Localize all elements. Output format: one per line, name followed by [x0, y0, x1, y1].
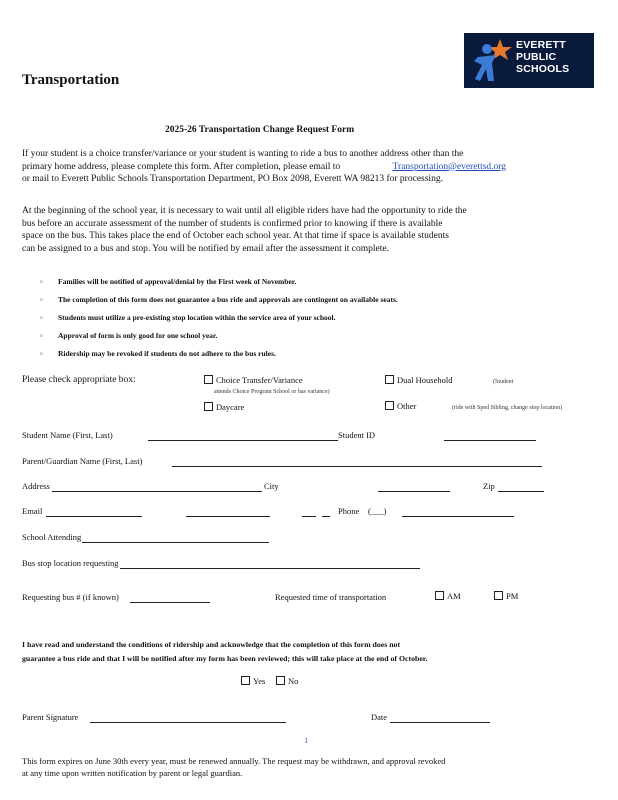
acknowledgement-line-2: guarantee a bus ride and that I will be notified after my form has been reviewed; this will take place at the end of October.: [22, 654, 428, 663]
intro-line: If your student is a choice transfer/variance or your student is wanting to ride a bus to another address other than the: [22, 149, 464, 159]
checkbox-section-label: Please check appropriate box:: [22, 375, 136, 385]
school-label: School Attending: [22, 532, 82, 542]
date-field[interactable]: [390, 722, 490, 723]
everett-public-schools-logo: [464, 33, 594, 88]
intro-line: or mail to Everett Public Schools Transportation Department, PO Box 2098, Everett WA 98213 for processing.: [22, 174, 443, 184]
acknowledgement-line-1: I have read and understand the conditions of ridership and acknowledge that the completion of this form does not: [22, 640, 401, 649]
phone-field[interactable]: [402, 516, 514, 517]
dual-household-checkbox[interactable]: [385, 375, 394, 384]
page-heading: Transportation: [22, 72, 120, 88]
other-option[interactable]: Other: [385, 401, 416, 412]
pm-checkbox[interactable]: [494, 591, 503, 600]
footer-line-2: at any time upon written notification by parent or legal guardian.: [22, 768, 243, 778]
address-field[interactable]: [52, 491, 262, 492]
other-checkbox[interactable]: [385, 401, 394, 410]
bus-stop-field[interactable]: [120, 568, 420, 569]
choice-transfer-checkbox[interactable]: [204, 375, 213, 384]
page-number: 1: [304, 735, 309, 745]
choice-transfer-note: attends Choice Program School or has variance): [214, 389, 330, 395]
list-item: ▫ Students must utilize a pre-existing stop location within the service area of your school.: [40, 313, 336, 322]
city-label: City: [264, 481, 279, 491]
email-label: Email: [22, 506, 43, 516]
student-name-label: Student Name (First, Last): [22, 430, 113, 440]
choice-transfer-option[interactable]: Choice Transfer/Variance: [204, 375, 303, 386]
phone-area-code: (___): [368, 506, 387, 516]
parent-name-field[interactable]: [172, 466, 542, 467]
am-checkbox[interactable]: [435, 591, 444, 600]
bus-number-label: Requesting bus # (if known): [22, 592, 119, 602]
list-item: ▫ Ridership may be revoked if students do not adhere to the bus rules.: [40, 349, 276, 358]
intro-line: bus before an accurate assessment of the number of students is confirmed prior to knowing if there is available: [22, 218, 443, 229]
am-option[interactable]: AM: [435, 591, 461, 602]
logo-figure-icon: [470, 37, 514, 85]
intro-line: At the beginning of the school year, it is necessary to wait until all eligible riders have had the opportunity to ride the: [22, 206, 467, 216]
logo-line-2: PUBLIC: [516, 51, 557, 63]
dual-household-note: (Student: [493, 379, 514, 385]
school-field[interactable]: [82, 542, 269, 543]
conditions-list: [40, 277, 398, 367]
email-field-extra[interactable]: [302, 516, 316, 517]
logo-line-1: EVERETT: [516, 39, 566, 51]
address-label: Address: [22, 481, 50, 491]
logo-line-3: SCHOOLS: [516, 63, 570, 75]
ack-yes-checkbox[interactable]: [241, 676, 250, 685]
pm-option[interactable]: PM: [494, 591, 518, 602]
date-label: Date: [371, 712, 388, 722]
city-field[interactable]: [378, 491, 450, 492]
zip-field[interactable]: [498, 491, 544, 492]
signature-field[interactable]: [90, 722, 286, 723]
list-item: ▫ Approval of form is only good for one school year.: [40, 331, 218, 340]
intro-paragraph-2: [22, 205, 612, 255]
student-id-label: Student ID: [338, 430, 376, 440]
intro-text: primary home address, please complete this form. After completion, please email to: [22, 161, 341, 172]
zip-label: Zip: [483, 481, 495, 491]
list-item: ▫ Families will be notified of approval/denial by the First week of November.: [40, 277, 297, 286]
email-field[interactable]: [46, 516, 142, 517]
transport-time-label: Requested time of transportation: [275, 592, 387, 602]
ack-yes-option[interactable]: Yes: [241, 676, 265, 687]
signature-label: Parent Signature: [22, 712, 79, 722]
other-note: (ride with Sped Sibling, change stop location): [452, 405, 563, 411]
student-name-field[interactable]: [148, 440, 338, 441]
ack-no-checkbox[interactable]: [276, 676, 285, 685]
list-item: ▫ The completion of this form does not guarantee a bus ride and approvals are contingent on available seats.: [40, 295, 398, 304]
transportation-email-link[interactable]: Transportation@everettsd.org: [392, 161, 507, 172]
parent-name-label: Parent/Guardian Name (First, Last): [22, 456, 143, 466]
email-field-extra[interactable]: [322, 516, 330, 517]
form-title: 2025-26 Transportation Change Request Form: [165, 125, 355, 135]
intro-line: [22, 161, 612, 174]
intro-line: can be assigned to a bus and stop. You will be notified by email after the assessment it complete.: [22, 243, 389, 254]
email-field-continued[interactable]: [186, 516, 270, 517]
daycare-checkbox[interactable]: [204, 402, 213, 411]
footer-line-1: This form expires on June 30th every year, must be renewed annually. The request may be withdrawn, and approval revoked: [22, 756, 446, 766]
phone-label: Phone: [338, 506, 360, 516]
intro-paragraph-1: [22, 148, 612, 186]
intro-line: space on the bus. This takes place the end of October each school year. At that time if space is available students: [22, 231, 449, 241]
dual-household-option[interactable]: Dual Household: [385, 375, 452, 386]
bus-number-field[interactable]: [130, 602, 210, 603]
ack-no-option[interactable]: No: [276, 676, 298, 687]
daycare-option[interactable]: Daycare: [204, 402, 244, 413]
bus-stop-label: Bus stop location requesting: [22, 558, 119, 568]
student-id-field[interactable]: [444, 440, 536, 441]
